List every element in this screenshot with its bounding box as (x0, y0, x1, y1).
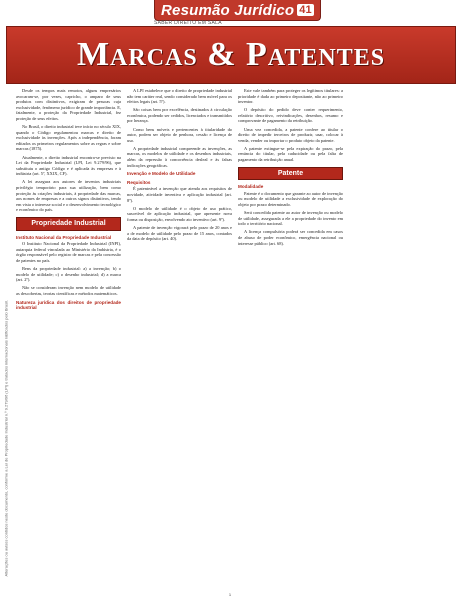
paragraph: Patente é o documento que garante ao autor de invenção ou modelo de utilidade a exclusividade de exploração do objeto por prazo determinado. (238, 190, 343, 207)
sub-heading: Invenção e Modelo de Utilidade (127, 171, 196, 177)
paragraph: O Instituto Nacional da Propriedade Industrial (INPI), autarquia federal vinculada ao Ministério da Indústria, é o órgão responsável pelo registro de marcas e pela concessão de patentes no país. (16, 241, 121, 263)
side-text: Alterações ou avisos contidos neste documento, conforme a Lei de Propriedade Industrial n.º 9.279/96 (LPI) e tratados internacionais ratificados pelo Brasil. (3, 299, 9, 577)
paragraph: Atualmente, o direito industrial encontra-se previsto na Lei da Propriedade Industrial (LPI, Lei 9.279/96), que substituiu o antigo Código e é aplicada às empresas e à indústria (art. 5º, XXIX, CF). (16, 154, 121, 177)
series-title: Resumão Jurídico (161, 1, 295, 19)
paragraph: A LPI estabelece que o direito de propriedade industrial não tem caráter real, sendo considerado bem móvel para os efeitos legais (art. 5º). (127, 88, 232, 105)
paragraph: A patente de invenção vigorará pelo prazo de 20 anos e a de modelo de utilidade pelo prazo de 15 anos, contados da data de depósito (art. 40). (127, 224, 232, 242)
paragraph: Este vale também para proteger os legítimos titulares: a prioridade é dada ao primeiro depositante, não ao primeiro inventor. (238, 88, 343, 105)
paragraph: Não se consideram invenção nem modelo de utilidade as descobertas, teorias científicas e métodos matemáticos. (16, 285, 121, 296)
sub-heading: Natureza jurídica dos direitos de propriedade industrial (16, 299, 121, 311)
tagline: SABER DIREITO EM SALA (154, 20, 222, 26)
paragraph: A licença compulsória poderá ser concedida em casos de abuso de poder econômico, emergência nacional ou interesse público (art. 68). (238, 229, 343, 246)
paragraph: Bens da propriedade industrial: a) a invenção; b) o modelo de utilidade; c) o desenho industrial; d) a marca (art. 2º). (16, 266, 121, 283)
paragraph: É patenteável a invenção que atenda aos requisitos de novidade, atividade inventiva e aplicação industrial (art. 8º). (127, 186, 232, 203)
section-heading: Patente (238, 167, 343, 181)
paragraph: Será concedida patente ao autor de invenção ou modelo de utilidade, assegurada a ele a propriedade do invento em todo o território nacional. (238, 210, 343, 227)
paragraph: A patente extingue-se pela expiração do prazo, pela renúncia do titular, pela caducidade ou pela falta de pagamento da retribuição anual. (238, 145, 343, 163)
page-title: Marcas & Patentes (76, 36, 386, 73)
paragraph: O modelo de utilidade é o objeto de uso prático, suscetível de aplicação industrial, que apresente nova forma ou disposição, envolvendo ato inventivo (art. 9º). (127, 205, 232, 222)
paragraph: O depósito do pedido deve conter requerimento, relatório descritivo, reivindicações, desenhos, resumo e comprovante de pagamento da retribuição. (238, 107, 343, 124)
paragraph: São coisas bem por excelência, destinados à circulação econômica, podendo ser cedidos, licenciados e transmitidos por herança. (127, 107, 232, 124)
sub-heading: Modalidade (238, 184, 264, 190)
paragraph: Como bens móveis e pertencentes à titularidade do autor, podem ser objeto de penhora, cessão e licença de uso. (127, 126, 232, 143)
sub-heading: Instituto Nacional da Propriedade Industrial (16, 234, 112, 240)
column-3 (238, 88, 343, 594)
page-number: 1 (228, 592, 232, 597)
content-columns (16, 88, 456, 594)
series-badge (154, 0, 321, 21)
paragraph: Uma vez concedida, a patente confere ao titular o direito de impedir terceiros de produzir, usar, colocar à venda, vender ou importar o produto objeto da patente. (238, 126, 343, 143)
paragraph: No Brasil, o direito industrial teve início no século XIX, quando o Código regulamentou marcas e direito de exclusividade às invenções. Após a independência, foram editados os primeiros regulamentos sobre as regras e sobre marcas (1875). (16, 124, 121, 152)
section-heading: Propriedade Industrial (16, 217, 121, 231)
paragraph: A propriedade industrial compreende as invenções, as marcas, os modelos de utilidade e os desenhos industriais, além da repressão à concorrência desleal e às falsas indicações geográficas. (127, 145, 232, 168)
side-margin (0, 90, 12, 590)
sub-heading: Requisitos (127, 179, 151, 185)
series-number: 41 (299, 4, 312, 16)
column-2 (127, 88, 232, 594)
title-banner (6, 26, 456, 84)
paragraph: A lei assegura aos autores de inventos industriais privilégio temporário para sua utilização, bem como proteção às criações industriais, à propriedade das marcas, aos nomes de empresas e a outros signos distintivos, tendo em vista o interesse social e o desenvolvimento tecnológico e econômico do país. (16, 179, 121, 213)
column-1 (16, 88, 121, 594)
paragraph: Desde os tempos mais remotos, alguns empresários avocaram-se, por vezes, capricho, o amparo de seus produtos com distintivos, exigiram de pessoas cuja exclusividade, fenômeno jurídico de grande importância. E, fatalmente, a proteção da Propriedade Industrial, fez proteção de seus efeitos. (16, 88, 121, 121)
